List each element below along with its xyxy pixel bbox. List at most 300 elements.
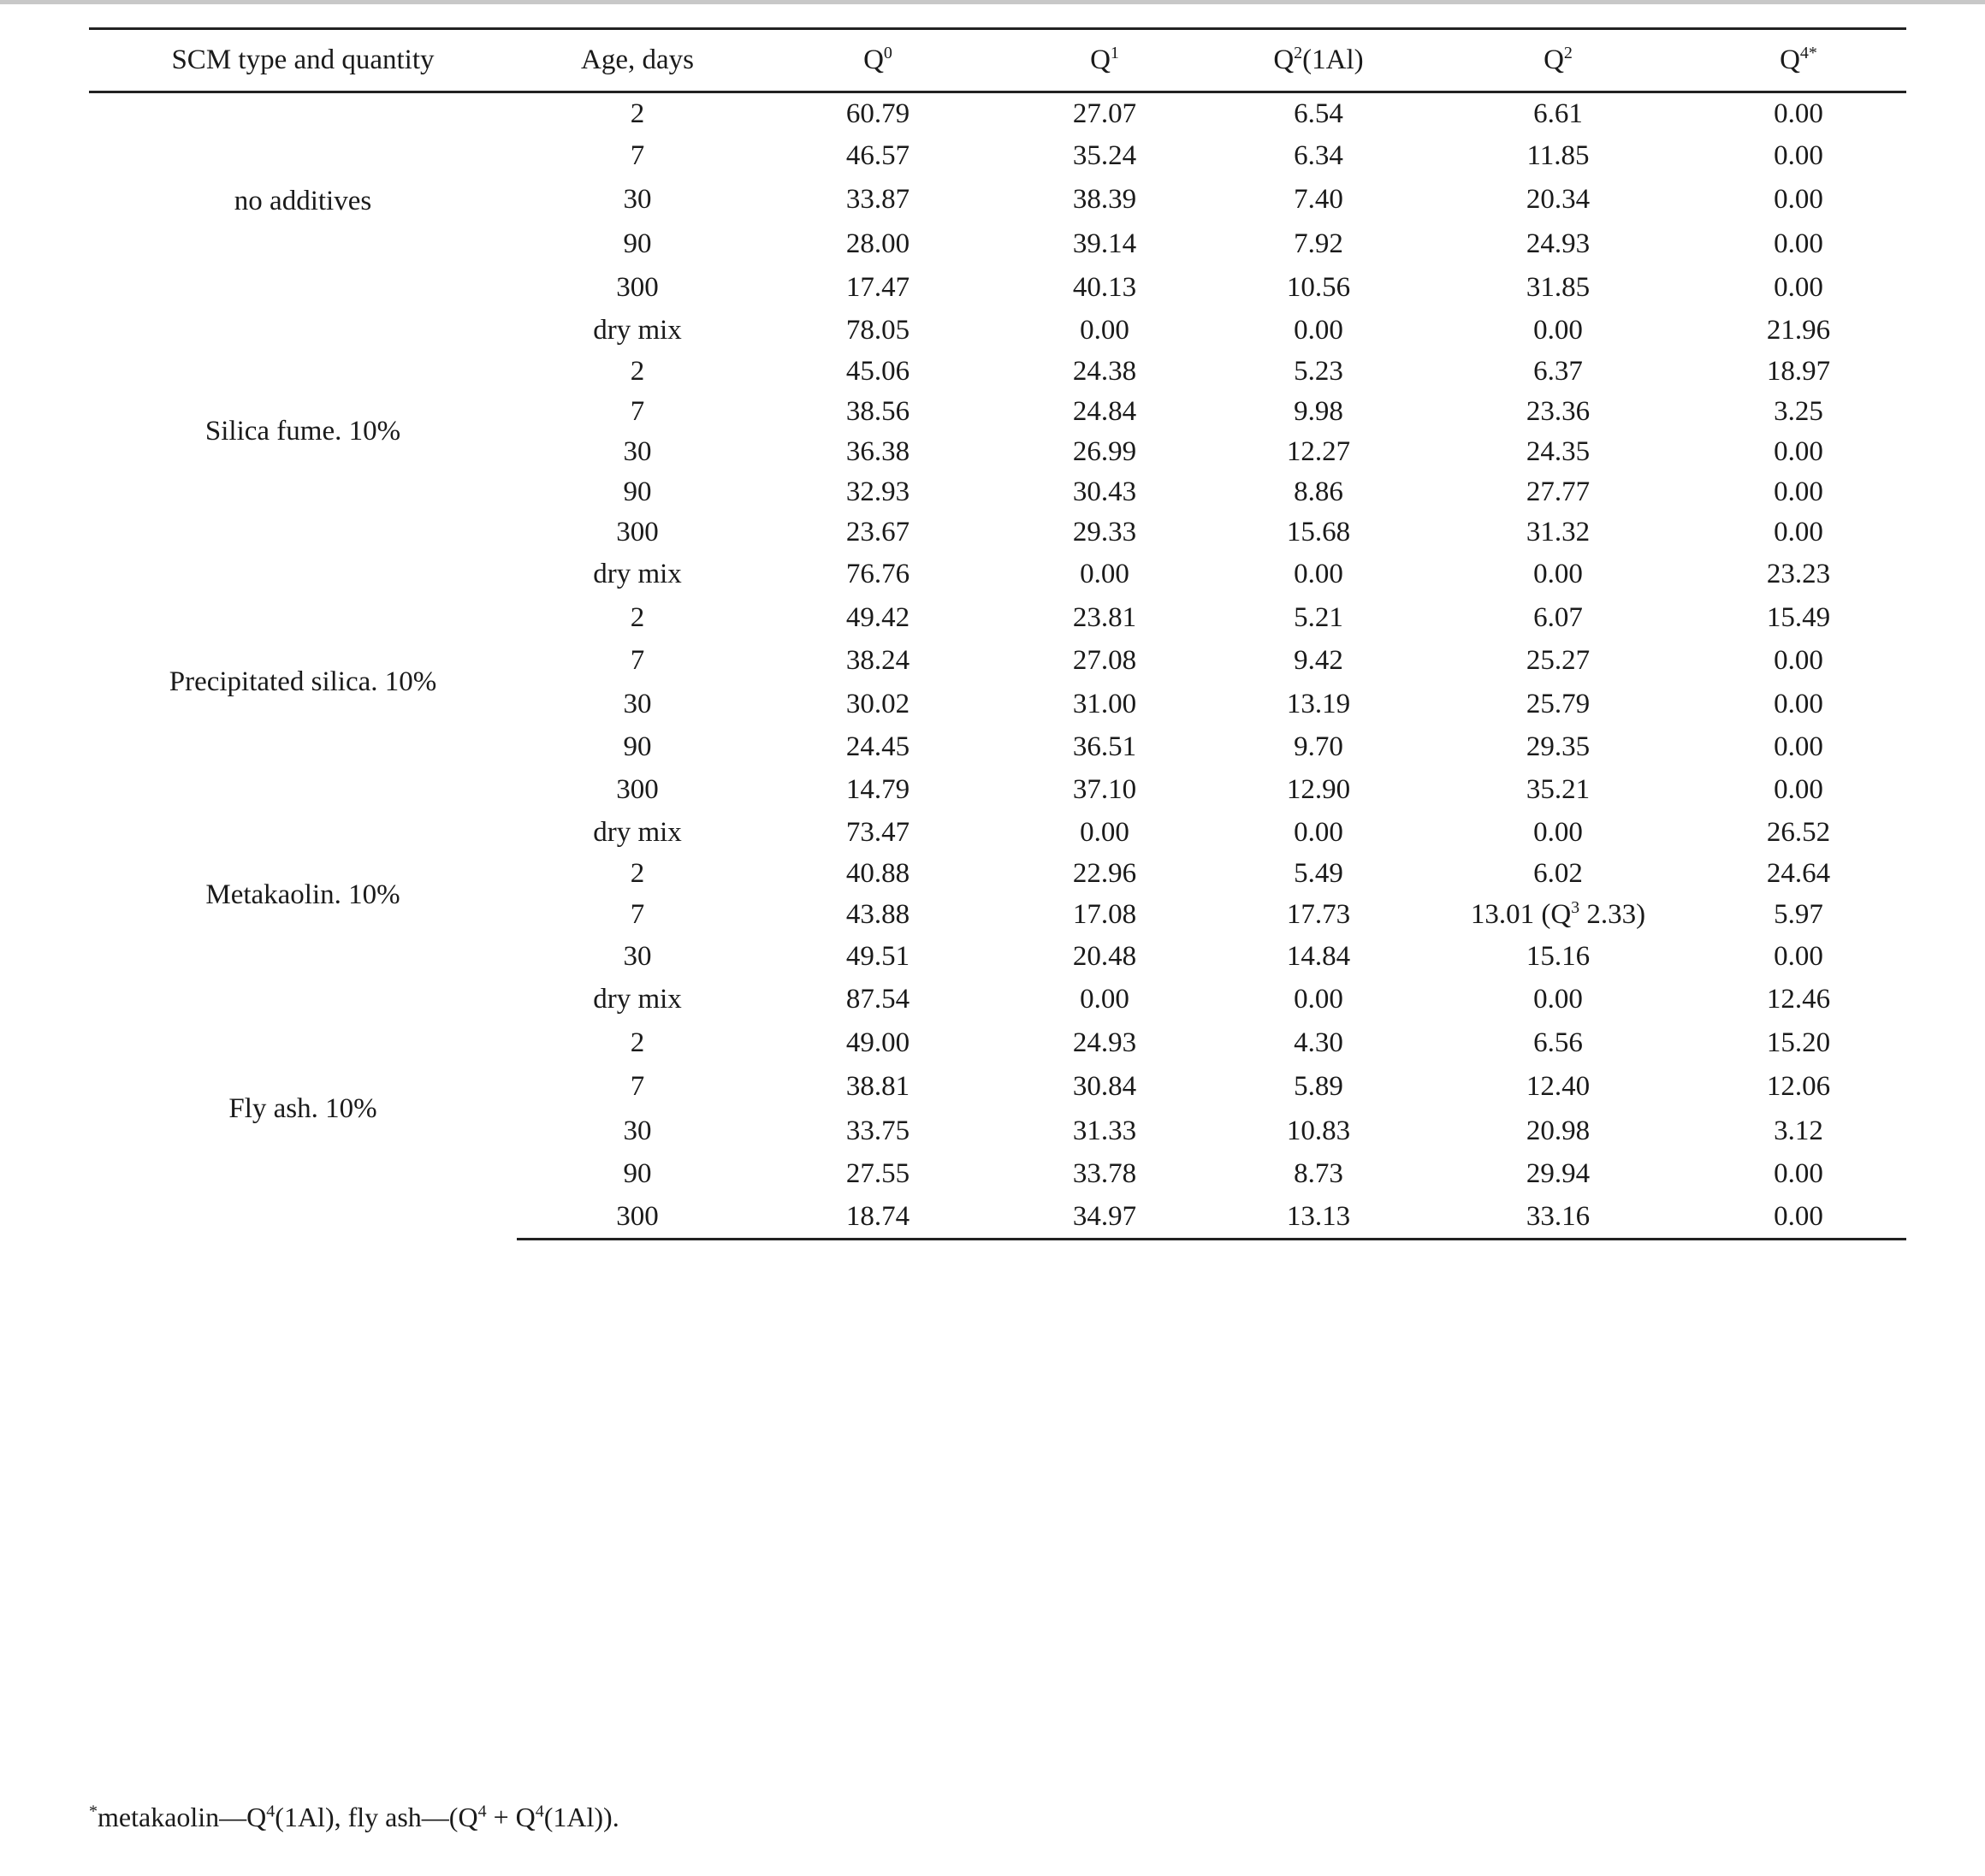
cell-value: 40.13 (1072, 272, 1137, 303)
cell-age (517, 854, 758, 895)
cell-q0 (758, 512, 998, 553)
cell-q0 (758, 432, 998, 472)
cell-value: 300 (616, 272, 659, 303)
cell-superscript: 3 (1571, 898, 1580, 917)
cell-age (517, 267, 758, 310)
cell-q4 (1691, 222, 1906, 267)
cell-q2al (1212, 726, 1425, 769)
cell-value: 18.74 (845, 1200, 910, 1232)
column-header-superscript: 4* (1799, 44, 1817, 62)
cell-value: 0.00 (1294, 816, 1343, 848)
cell-age (517, 979, 758, 1021)
cell-q1 (998, 1021, 1212, 1065)
cell-age (517, 432, 758, 472)
cell-q1 (998, 178, 1212, 222)
cell-value: 8.73 (1294, 1158, 1343, 1189)
cell-value: 26.52 (1766, 816, 1831, 848)
cell-value: 7 (630, 395, 645, 427)
cell-q2al (1212, 92, 1425, 135)
cell-q1 (998, 392, 1212, 432)
cell-q2 (1425, 352, 1691, 392)
cell-q4 (1691, 1196, 1906, 1240)
cell-q4 (1691, 854, 1906, 895)
cell-value-suffix: 2.33) (1579, 899, 1646, 930)
cell-value: 11.85 (1526, 140, 1590, 171)
group-name-cell: Metakaolin. 10% (205, 879, 400, 910)
footnote-text-1: metakaolin—Q (98, 1802, 267, 1832)
cell-age (517, 726, 758, 769)
cell-value: 29.94 (1526, 1158, 1591, 1189)
cell-q2 (1425, 472, 1691, 512)
cell-q2al (1212, 1153, 1425, 1196)
cell-value: 9.42 (1294, 645, 1343, 676)
cell-value: 0.00 (1533, 984, 1583, 1015)
cell-q0 (758, 854, 998, 895)
cell-value: 49.00 (845, 1027, 910, 1058)
cell-value: 36.38 (845, 435, 910, 467)
cell-q4 (1691, 92, 1906, 135)
cell-age (517, 135, 758, 178)
cell-value: 20.48 (1072, 941, 1137, 972)
cell-value: 45.06 (845, 355, 910, 387)
cell-value: 30 (623, 941, 652, 972)
cell-q2 (1425, 812, 1691, 854)
table-body (89, 92, 1906, 1240)
cell-value: 23.23 (1766, 559, 1831, 589)
column-header-label: Q (1090, 44, 1111, 75)
cell-value: 30 (623, 435, 652, 467)
cell-value: 0.00 (1774, 1158, 1823, 1189)
cell-q0 (758, 267, 998, 310)
cell-q1 (998, 267, 1212, 310)
cell-value: 6.02 (1533, 858, 1583, 889)
footnote-text-4: (1Al)). (543, 1802, 619, 1832)
cell-age (517, 812, 758, 854)
cell-q0 (758, 979, 998, 1021)
cell-q2 (1425, 769, 1691, 812)
column-header (89, 29, 517, 92)
cell-value: 30 (623, 1115, 652, 1146)
cell-value: 33.87 (845, 184, 910, 215)
cell-q4 (1691, 1110, 1906, 1153)
cell-value: 0.00 (1774, 272, 1823, 303)
cell-age (517, 1065, 758, 1110)
table-container (89, 27, 1906, 1240)
cell-q2 (1425, 1153, 1691, 1196)
cell-q4 (1691, 472, 1906, 512)
cell-value: 14.84 (1286, 941, 1351, 972)
cell-value: 0.00 (1774, 228, 1823, 259)
data-table (89, 27, 1906, 1240)
cell-value: 27.77 (1526, 476, 1591, 507)
cell-q2 (1425, 1196, 1691, 1240)
cell-value: 32.93 (845, 476, 910, 507)
cell-q4 (1691, 640, 1906, 683)
cell-value: 34.97 (1072, 1200, 1137, 1232)
cell-q2 (1425, 92, 1691, 135)
cell-q0 (758, 392, 998, 432)
cell-q1 (998, 553, 1212, 596)
cell-q2al (1212, 178, 1425, 222)
cell-value: 31.00 (1072, 688, 1137, 719)
cell-q0 (758, 553, 998, 596)
cell-q2al (1212, 267, 1425, 310)
cell-value: 15.16 (1526, 941, 1591, 972)
column-header-label: Q (1544, 44, 1564, 75)
cell-value: 33.75 (845, 1115, 910, 1146)
cell-q2al (1212, 812, 1425, 854)
cell-value: 7.92 (1294, 228, 1343, 259)
cell-q1 (998, 352, 1212, 392)
cell-q1 (998, 472, 1212, 512)
cell-value: 35.21 (1526, 774, 1591, 805)
cell-q2al (1212, 979, 1425, 1021)
table-row (89, 553, 1906, 596)
cell-q1 (998, 432, 1212, 472)
cell-value: 0.00 (1774, 435, 1823, 467)
cell-value: 38.56 (845, 395, 910, 427)
cell-q2 (1425, 979, 1691, 1021)
cell-value: 90 (623, 731, 652, 762)
column-header (1425, 29, 1691, 92)
cell-age (517, 1196, 758, 1240)
column-header-superscript: 0 (883, 44, 892, 62)
cell-q0 (758, 1021, 998, 1065)
cell-value: 46.57 (845, 140, 910, 171)
cell-q2al (1212, 936, 1425, 979)
cell-value: 12.40 (1526, 1071, 1591, 1102)
cell-q4 (1691, 310, 1906, 352)
cell-q2al (1212, 222, 1425, 267)
cell-q1 (998, 1196, 1212, 1240)
cell-value: 9.70 (1294, 731, 1343, 762)
cell-value: 31.85 (1526, 272, 1591, 303)
cell-q2al (1212, 1021, 1425, 1065)
cell-value: 12.90 (1286, 774, 1351, 805)
cell-value: 90 (623, 476, 652, 507)
column-header-superscript: 2 (1294, 44, 1303, 62)
cell-value: 87.54 (845, 984, 910, 1015)
cell-age (517, 1153, 758, 1196)
column-header-superscript: 2 (1563, 44, 1573, 62)
cell-value: 0.00 (1080, 559, 1129, 589)
cell-value: 90 (623, 228, 652, 259)
cell-q1 (998, 640, 1212, 683)
cell-value: 39.14 (1072, 228, 1137, 259)
table-row (89, 92, 1906, 135)
cell-q2al (1212, 895, 1425, 936)
cell-value: 29.33 (1072, 517, 1137, 547)
cell-value: 28.00 (845, 228, 910, 259)
cell-value: 20.34 (1526, 184, 1591, 215)
cell-q0 (758, 310, 998, 352)
cell-value: 2 (630, 1027, 645, 1058)
cell-q2al (1212, 310, 1425, 352)
cell-age (517, 392, 758, 432)
cell-value: 20.98 (1526, 1115, 1591, 1146)
cell-value: 43.88 (845, 899, 910, 930)
table-row (89, 812, 1906, 854)
cell-value: 0.00 (1774, 731, 1823, 762)
cell-q2al (1212, 1196, 1425, 1240)
cell-q1 (998, 1110, 1212, 1153)
cell-value: 13.19 (1286, 688, 1351, 719)
cell-value: 300 (616, 517, 659, 547)
cell-value: 24.38 (1072, 355, 1137, 387)
cell-age (517, 683, 758, 726)
cell-q2 (1425, 178, 1691, 222)
cell-value: 30 (623, 184, 652, 215)
cell-value: 30.43 (1072, 476, 1137, 507)
cell-value: 2 (630, 98, 645, 129)
cell-q4 (1691, 812, 1906, 854)
cell-value: 12.27 (1286, 435, 1351, 467)
cell-q2al (1212, 683, 1425, 726)
cell-q1 (998, 769, 1212, 812)
cell-q4 (1691, 392, 1906, 432)
cell-q0 (758, 683, 998, 726)
cell-value: 22.96 (1072, 858, 1137, 889)
cell-age (517, 640, 758, 683)
cell-value: 30.02 (845, 688, 910, 719)
cell-value: 33.78 (1072, 1158, 1137, 1189)
cell-age (517, 352, 758, 392)
cell-q2 (1425, 512, 1691, 553)
cell-q2 (1425, 553, 1691, 596)
group-name-cell: Fly ash. 10% (228, 1092, 377, 1124)
cell-q0 (758, 92, 998, 135)
column-header-label: SCM type and quantity (171, 44, 435, 75)
cell-value: 24.93 (1072, 1027, 1137, 1058)
cell-value: 29.35 (1526, 731, 1591, 762)
cell-value: 5.23 (1294, 355, 1343, 387)
cell-value: 6.54 (1294, 98, 1343, 129)
cell-value: 13.13 (1286, 1200, 1351, 1232)
table-row (89, 310, 1906, 352)
cell-value: 300 (616, 774, 659, 805)
cell-value: 5.97 (1774, 899, 1823, 930)
column-header-label: Age, days (581, 44, 694, 75)
cell-q0 (758, 812, 998, 854)
cell-value: 0.00 (1294, 984, 1343, 1015)
cell-q2al (1212, 392, 1425, 432)
cell-q1 (998, 596, 1212, 640)
cell-q2al (1212, 1110, 1425, 1153)
cell-value: 6.07 (1533, 601, 1583, 633)
cell-q2al (1212, 135, 1425, 178)
cell-value: 300 (616, 1200, 659, 1232)
cell-q4 (1691, 1021, 1906, 1065)
cell-q1 (998, 310, 1212, 352)
cell-q0 (758, 1110, 998, 1153)
cell-value: 6.34 (1294, 140, 1343, 171)
cell-age (517, 472, 758, 512)
footnote (89, 1802, 619, 1833)
cell-value: 18.97 (1766, 355, 1831, 387)
column-header (1212, 29, 1425, 92)
cell-value: 38.39 (1072, 184, 1137, 215)
cell-value: 24.84 (1072, 395, 1137, 427)
cell-age (517, 895, 758, 936)
cell-q2al (1212, 432, 1425, 472)
group-name-cell: Precipitated silica. 10% (169, 666, 437, 697)
cell-age (517, 310, 758, 352)
cell-age (517, 553, 758, 596)
cell-value: 0.00 (1774, 774, 1823, 805)
cell-value: 6.61 (1533, 98, 1583, 129)
cell-age (517, 769, 758, 812)
footnote-sup-2: 4 (477, 1802, 487, 1821)
cell-q1 (998, 1153, 1212, 1196)
cell-age (517, 512, 758, 553)
column-header (1691, 29, 1906, 92)
cell-q0 (758, 222, 998, 267)
column-header-suffix: (1Al) (1302, 44, 1364, 75)
cell-q4 (1691, 512, 1906, 553)
header-row (89, 29, 1906, 92)
cell-age (517, 936, 758, 979)
cell-value: dry mix (593, 816, 682, 848)
cell-q1 (998, 683, 1212, 726)
cell-age (517, 92, 758, 135)
cell-value: 23.81 (1072, 601, 1137, 633)
cell-q2al (1212, 596, 1425, 640)
cell-value: 38.24 (845, 645, 910, 676)
cell-value: 27.07 (1072, 98, 1137, 129)
column-header (758, 29, 998, 92)
cell-q1 (998, 936, 1212, 979)
cell-value: 0.00 (1533, 314, 1583, 346)
cell-q1 (998, 979, 1212, 1021)
cell-q0 (758, 769, 998, 812)
cell-q2 (1425, 936, 1691, 979)
cell-value: 40.88 (845, 858, 910, 889)
cell-value: 2 (630, 601, 645, 633)
cell-q2 (1425, 683, 1691, 726)
cell-value: 23.67 (845, 517, 910, 547)
cell-value: 0.00 (1774, 98, 1823, 129)
cell-q2 (1425, 135, 1691, 178)
cell-q2al (1212, 553, 1425, 596)
footnote-mark: * (89, 1802, 98, 1821)
cell-value: 27.55 (845, 1158, 910, 1189)
column-header-label: Q (1780, 44, 1800, 75)
cell-q4 (1691, 352, 1906, 392)
cell-q0 (758, 1065, 998, 1110)
cell-q4 (1691, 135, 1906, 178)
cell-value: 24.45 (845, 731, 910, 762)
cell-q4 (1691, 1153, 1906, 1196)
cell-q0 (758, 640, 998, 683)
cell-value: 15.68 (1286, 517, 1351, 547)
cell-value: 0.00 (1774, 645, 1823, 676)
cell-value: 24.64 (1766, 858, 1831, 889)
cell-q4 (1691, 683, 1906, 726)
cell-q2 (1425, 222, 1691, 267)
cell-value: 33.16 (1526, 1200, 1591, 1232)
cell-value: 0.00 (1774, 941, 1823, 972)
cell-q1 (998, 812, 1212, 854)
cell-q2al (1212, 512, 1425, 553)
cell-value: 0.00 (1774, 476, 1823, 507)
cell-q0 (758, 1196, 998, 1240)
cell-q4 (1691, 596, 1906, 640)
cell-q1 (998, 512, 1212, 553)
cell-value: 9.98 (1294, 395, 1343, 427)
cell-q2 (1425, 310, 1691, 352)
cell-value: 0.00 (1533, 816, 1583, 848)
cell-value: 0.00 (1774, 1200, 1823, 1232)
cell-q2al (1212, 472, 1425, 512)
cell-q1 (998, 92, 1212, 135)
cell-value: 15.20 (1766, 1027, 1831, 1058)
cell-q0 (758, 472, 998, 512)
cell-q0 (758, 178, 998, 222)
cell-value: 0.00 (1533, 559, 1583, 589)
cell-value: dry mix (593, 314, 682, 346)
cell-value: 10.56 (1286, 272, 1351, 303)
cell-q4 (1691, 895, 1906, 936)
cell-value: 76.76 (845, 559, 910, 589)
cell-q0 (758, 936, 998, 979)
cell-q2al (1212, 640, 1425, 683)
column-header-superscript: 1 (1110, 44, 1119, 62)
column-header (517, 29, 758, 92)
cell-q0 (758, 596, 998, 640)
cell-value: 10.83 (1286, 1115, 1351, 1146)
cell-value: 26.99 (1072, 435, 1137, 467)
cell-value: 7 (630, 645, 645, 676)
cell-q2al (1212, 769, 1425, 812)
cell-value: 13.01 (Q (1470, 899, 1572, 930)
cell-q2 (1425, 596, 1691, 640)
cell-q2 (1425, 392, 1691, 432)
cell-q1 (998, 895, 1212, 936)
cell-q2 (1425, 267, 1691, 310)
cell-value: 0.00 (1080, 984, 1129, 1015)
footnote-sup-3: 4 (535, 1802, 544, 1821)
cell-age (517, 1110, 758, 1153)
cell-q1 (998, 854, 1212, 895)
cell-age (517, 1021, 758, 1065)
top-rule (0, 0, 1985, 4)
cell-q0 (758, 135, 998, 178)
cell-value: 30 (623, 688, 652, 719)
cell-q2 (1425, 895, 1691, 936)
cell-q1 (998, 135, 1212, 178)
cell-value: 14.79 (845, 774, 910, 805)
cell-age (517, 178, 758, 222)
cell-value: 12.46 (1766, 984, 1831, 1015)
cell-value: 49.42 (845, 601, 910, 633)
cell-value: 21.96 (1766, 314, 1831, 346)
cell-q4 (1691, 936, 1906, 979)
cell-value: 5.49 (1294, 858, 1343, 889)
cell-value: 2 (630, 355, 645, 387)
cell-q1 (998, 726, 1212, 769)
cell-value: 7 (630, 1071, 645, 1102)
cell-q4 (1691, 1065, 1906, 1110)
cell-value: 31.32 (1526, 517, 1591, 547)
cell-value: 0.00 (1294, 559, 1343, 589)
cell-value: 78.05 (845, 314, 910, 346)
cell-value: 0.00 (1294, 314, 1343, 346)
cell-value: 36.51 (1072, 731, 1137, 762)
cell-value: 0.00 (1080, 816, 1129, 848)
cell-q0 (758, 352, 998, 392)
cell-q2 (1425, 1021, 1691, 1065)
cell-value: 60.79 (845, 98, 910, 129)
